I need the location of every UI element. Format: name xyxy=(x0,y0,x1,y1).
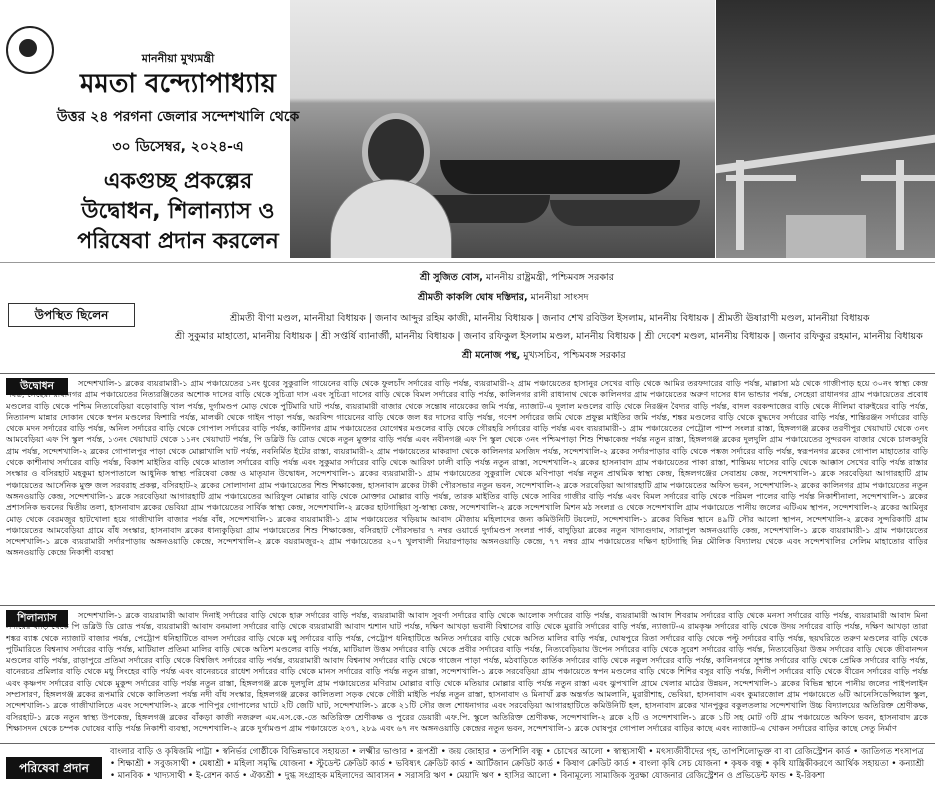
date-line: ৩০ ডিসেম্বর, ২০২৪-এ xyxy=(112,139,244,155)
guest-line-5 xyxy=(462,349,626,364)
bridge-photo xyxy=(716,0,935,258)
guest-name: শ্রীমতী কাকলি ঘোষ দস্তিদার, xyxy=(418,292,528,303)
guest-line-2 xyxy=(418,291,588,306)
headline-line-2: উদ্বোধন, শিলান্যাস ও xyxy=(81,199,275,224)
title-block xyxy=(28,50,328,257)
headline-line-3: পরিষেবা প্রদান করলেন xyxy=(77,229,279,254)
inauguration-text-block xyxy=(6,378,928,600)
guest-role: মাননীয় রাষ্ট্রমন্ত্রী, পশ্চিমবঙ্গ সরকার xyxy=(482,272,615,283)
guests-section xyxy=(0,262,935,371)
river-photo xyxy=(290,0,715,258)
foundation-section xyxy=(0,605,935,742)
inauguration-section xyxy=(0,373,935,602)
guest-line-3: শ্রীমতী বীণা মণ্ডল, মাননীয়া বিধায়ক | জনাব আব্দুর রহিম কাজী, মাননীয় বিধায়ক | জনাব শেখ রবিউল ইসলাম, মাননীয় বিধায়ক | শ্রীমতী ঊষারাণী মণ্ডল, মাননীয়া বিধায়ক xyxy=(230,313,870,324)
present-label: উপস্থিত ছিলেন xyxy=(8,303,135,327)
chief-minister-portrait xyxy=(330,95,450,258)
inauguration-label: উদ্বোধন xyxy=(6,378,68,395)
service-text: বাংলার বাড়ি ও কৃষিজমি পাট্টা • স্বনির্ভর গোষ্ঠীকে বিভিন্নভাবে সহায়তা • লক্ষ্মীর ভাণ্ডার • রূপশ্রী • জয় জোহার • তপশিলি বন্ধু • চোখের আলো • স্বাস্থ্যসাথী • মৎস্যজীবীদের গৃহ, তাপশিলোভুক্ত বা বা রেজিস্ট্রেশন কার্ড • জাতিগত শংসাপত্র • শিক্ষাশ্রী • সবুজসাথী • মেধাশ্রী • মহিলা সমৃদ্ধি যোজনা • স্টুডেন্ট ক্রেডিট কার্ড • ভবিষ্যৎ ক্রেডিট কার্ড • আর্টিজান ক্রেডিট কার্ড • কিষাণ ক্রেডিট কার্ড • বাংলা কৃষি সেচ যোজনা • কৃষক বন্ধু • কৃষি যান্ত্রিকীকরণে আর্থিক সহায়তা • কন্যাশ্রী • মানবিক • খাদ্যসাথী • ই-রেশন কার্ড • ঐক্যশ্রী • দুগ্ধ সংগ্রাহক মহিলাদের আবাসন • সরাসরি ঋণ • মেয়াদি ঋণ • হাসির আলো • বিনামূল্যে সামাজিক সুরক্ষা যোজনার রেজিস্ট্রেশন ও প্রভিডেন্ট ফান্ড • ই-রিকশা xyxy=(110,747,925,782)
guest-name: শ্রী মনোজ পন্থ, xyxy=(462,350,521,361)
boat-shape xyxy=(440,160,680,194)
place-line: উত্তর ২৪ পরগনা জেলার সন্দেশখালি থেকে xyxy=(56,109,300,125)
inauguration-text: সন্দেশখালি-১ ব্লকের ব্যয়রামারী-১ গ্রাম পঞ্চায়েতের ১নং ধুবের সুকুরালি গায়েনের বাড়ি থেকে ফুলচাঁদ সর্দারের বাড়ি পর্যন্ত, ব্যয়রামারী-২ গ্রাম পঞ্চায়েতের হাসানুর সেখের বাড়ি থেকে আমির তরফদারের বাড়ি পর্যন্ত, মাল্লাসা মঠ থেকে গাজীপাড় হয়ে ৩০নং স্বাস্থ্য কেন্দ্র পর্যন্ত, সেহেরা রাধানগর গ্রাম পঞ্চায়েতের নিত্যরঞ্জিতের অশোক দাসের বাড়ি থেকে সুচিত্রা দাস এবং সুচিত্রা দাসের বাড়ি থেকে বিমল সর্দারের বাড়ি পর্যন্ত, কালিনগর রানী রাধানাথ থেকে কালিনগর গ্রাম পঞ্চায়েতের অরুণ দাসের ধান ভান্ডার পর্যন্ত, সেহেরা রাধানগর গ্রাম পঞ্চায়েতের প্রবোধ মণ্ডলের বাড়ি থেকে পশ্চিম নিত্যবেড়িয়া বড়োবাড়ি খাল পর্যন্ত, দুর্গামণ্ডপ মোড় থেকে পুটিমারি ঘাট পর্যন্ত, ব্যয়রামারী বাজার থেকে সন্তোষ নায়েকের জমি পর্যন্ত, ন্যাজাট-এ দুলাল মণ্ডলের বাড়ি থেকে নিরঞ্জন বৈদ্যর বাড়ি পর্যন্ত, বাদল বরকন্দাজের বাড়ি থেকে নীলিমা বারুইয়ের বাড়ি পর্যন্ত, নিত্যানন্দ মান্নার দোকান থেকে স্বপন মণ্ডলের ফিশারি পর্যন্ত, মালঞ্চী থেকে গাইন পাড়া পর্যন্ত, অরবিন্দ গায়েনের বাড়ি থেকে জল ধর দাসের বাড়ি পর্যন্ত, গণেশ সর্দারের জমি থেকে প্রফুল্ল মাইতির জমি পর্যন্ত, শঙ্কর মণ্ডলের বাড়ি থেকে বুদ্ধদেব সর্দারের বাড়ি পর্যন্ত, শান্তিরঞ্জন সর্দারের বাড়ি থেকে মদন সর্দারের বাড়ি পর্যন্ত, অনিল সর্দারের বাড়ি থেকে গোপাল সর্দারের বাড়ি পর্যন্ত, কাটিনগর গ্রাম পঞ্চায়েতের যোগেশ্বর মণ্ডলের বাড়ি থেকে গৌরহরি সর্দারের বাড়ি পর্যন্ত এবং ব্যয়রামারী-১ গ্রাম পঞ্চায়েতের পেট্রোল পাম্প সংলগ্ন রাস্তা, হিঙ্গলগঞ্জ ব্লকের তরণীপুর খেয়াঘাট থেকে ৩নং আমবেড়িয়া এফ পি স্কুল পর্যন্ত, ১৩নং খেয়াঘাট থেকে ১১নং খেয়াঘাট পর্যন্ত, পি ডব্লিউ ডি রোড থেকে নতুন মুক্তার বাড়ি পর্যন্ত এবং নবীনগঞ্জ এফ পি স্কুল থেকে ৩নং পশ্চিমপাড়া শিশু শিক্ষাকেন্দ্র পর্যন্ত নতুন রাস্তা, হিঙ্গলগঞ্জ ব্লকের দুলদুলি গ্রাম পঞ্চায়েতের সুন্দরবন বাজার থেকে চালকদুরি গ্রাম পর্যন্ত, সন্দেশখালি-২ ব্লকের গোপালপুর পাড়া থেকে মোল্লাখালি ঘাট পর্যন্ত, নবনির্মিত ইটের রাস্তা, ব্যয়রামারী-২ গ্রাম পঞ্চায়েতের মাকরাদা থেকে কালিনগর মসজিদ পর্যন্ত, সন্দেশখালি-২ ব্লকের সর্দারপাড়ার বাড়ি থেকে পঙ্কজ সর্দারের বাড়ি পর্যন্ত, স্বরূপনগর ব্লকের গোপাল মাহাতোর বাড়ি থেকে কাশীনাথ সর্দারের বাড়ি পর্যন্ত, বিকাশ মাইতির বাড়ি থেকে মাতাল সর্দারের বাড়ি পর্যন্ত এবং সুকুমার সর্দারের বাড়ি থেকে আরিফা ঢালী বাড়ি পর্যন্ত নতুন রাস্তা, সন্দেশখালি-২ ব্লকের হাসনাবাদ গ্রাম পঞ্চায়েতের পাকা রাস্তা, শান্তিময় দাসের বাড়ি থেকে আক্কাস সেখের বাড়ি পর্যন্ত রাস্তার সংস্কার ও বসিরহাট মহকুমা হাসপাতালে আধুনিক স্বাস্থ্য পরিষেবা কেন্দ্র ও মাতৃযান উদ্বোধন, সন্দেশখালি-১ ব্লকের ব্যয়রামারী-১ গ্রাম পঞ্চায়েতের সুকুরালি থেকে মণিপাড়া পর্যন্ত নতুন প্রাথমিক স্বাস্থ্য কেন্দ্র, হিঙ্গলগঞ্জের সেবাশ্রয় কেন্দ্র, সন্দেশখালি-১ ব্লকে সরবেড়িয়া আগারহাটি গ্রাম পঞ্চায়েতের আর্সেনিক মুক্ত জল সরবরাহ প্রকল্প, বসিরহাট-২ ব্লকের সোলাদানা গ্রাম পঞ্চায়েতের শিশু শিক্ষাকেন্দ্র, হাসনাবাদ ব্লকের টাকী পৌরসভার নতুন ভবন, সন্দেশখালি-২ ব্লকে সরবেড়িয়া আগারহাটি গ্রাম পঞ্চায়েতের অফিস ভবন, সন্দেশখালি-২ ব্লকের কালিনগর গ্রাম পঞ্চায়েতের নতুন অঙ্গনওয়াড়ি কেন্দ্র, সন্দেশখালি-১ ব্লকে সরবেড়িয়া আগারহাটি গ্রাম পঞ্চায়েতের আরিফুল মোল্লার বাড়ি থেকে মোক্তার মোল্লার বাড়ি পর্যন্ত, তারক মাইতির বাড়ি থেকে সাবির গাজীর বাড়ি পর্যন্ত এবং বিমল সর্দারের বাড়ি থেকে পরিমল পালের বাড়ি পর্যন্ত নিকাশীনালা, সন্দেশখালি-১ ব্লকের প্রশাসনিক ভবনের দ্বিতীয় তলা, হাসনাবাদ ব্লকের ভেবিয়া গ্রাম পঞ্চায়েতের সার্বিক স্বাস্থ্য কেন্দ্র, সন্দেশখালি-২ ব্লকের হাটগাছিয়া সু-স্বাস্থ্য কেন্দ্র, সন্দেশখালি-২ ব্লকে সন্দেশখালি মিশন মঠ সংলগ্ন ও থেকে সন্দেশখালি গ্রাম পঞ্চায়েতে পানীয় জলের এটিএম স্থাপন, সন্দেশখালি-২ ব্লকের আমিনুর মোড় থেকে বেরমজুর হাটখোলা হয়ে গাজীখালি বাজার পর্যন্ত বাঁধ, সন্দেশখালি-১ ব্লকের ব্যয়রামারী-১ গ্রাম পঞ্চায়েতের খড়িয়াম আবাদ মৌজায় মহিলাদের জন্য কমিউনিটি টয়লেট, সন্দেশখালি-১ ব্লকের বিভিন্ন স্থানে ৪৯টি সৌর আলো স্থাপন, সন্দেশখালি-২ ব্লকের সুন্দরিকাটি গ্রাম পঞ্চায়েতের আমবেড়িয়া গ্রামে বাঁধ সংস্কার, হাসনাবাদ ব্লকের ধান্যকুড়িয়া গ্রাম পঞ্চায়েতের শিশু শিক্ষাকেন্দ্র, বসিরহাট পৌরসভার ৭ নম্বর ওয়ার্ডে দুর্গামণ্ডপ সংলগ্ন পার্ক, বাদুড়িয়া ব্লকের নতুন খাদ্যগুদাম, সারাপুল অঙ্গনওয়াড়ি কেন্দ্র, সন্দেশখালি-১ ব্লকে ব্যয়রামারী-১ গ্রাম পঞ্চায়েতের সন্দেশখালি-১ ব্লকে ব্যয়রামারী সর্দারপাড়ায় অঙ্গনওয়াড়ি কেন্দ্রে, সন্দেশখালি-২ ব্লকে বয়রামজুর-২ গ্রাম পঞ্চায়েতের ২০৭ খুলখালী নিয়ারপাড়ায় অঙ্গনওয়াড়ি কেন্দ্রে, ৭৭ নম্বর গ্রাম পঞ্চায়েতের দক্ষিণ হাটগাছি নিম্ন মৌলিক বিদ্যালয় থেকে এবং সন্দেশখালির সেলিম মাহাতোর বাড়ির অঙ্গনওয়াড়ি কেন্দ্রে নিকাশী ব্যবস্থা xyxy=(6,378,928,558)
cm-name: মমতা বন্দ্যোপাধ্যায় xyxy=(80,69,276,99)
guest-role: মুখ্যসচিব, পশ্চিমবঙ্গ সরকার xyxy=(520,350,626,361)
banner xyxy=(0,0,935,260)
foundation-text-block xyxy=(6,610,928,740)
guest-role: মাননীয়া সাংসদ xyxy=(527,292,589,303)
guest-line-4: শ্রী সুকুমার মাহাতো, মাননীয় বিধায়ক | শ্রী সপ্তর্ষি ব্যানার্জী, মাননীয় বিধায়ক | জনাব রফিকুল ইসলাম মণ্ডল, মাননীয় বিধায়ক | শ্রী দেবেশ মণ্ডল, মাননীয় বিধায়ক | জনাব রফিকুর রহমান, মাননীয় বিধায়ক xyxy=(175,331,923,342)
guest-line-1 xyxy=(420,271,614,286)
foundation-text: সন্দেশখালি-১ ব্লকে ব্যয়রামারী আবাদ দিনাই সর্দারের বাড়ি থেকে হারু সর্দারের বাড়ি পর্যন্ত, ব্যয়রামারী আবাদ সুবর্ণা সর্দারের বাড়ি থেকে আলোক সর্দারের বাড়ি পর্যন্ত, ব্যয়রামারী আবাদ শিবরাম সর্দারের বাড়ি থেকে মনসা সর্দারের বাড়ি পর্যন্ত, ব্যয়রামারী আবাদ মিনা সর্দারের বাড়ি থেকে পি ডব্লিউ ডি রোড পর্যন্ত, ব্যয়রামারী আবাদ বনমালা সর্দারের বাড়ি থেকে ব্যয়রামারী আবাদ শ্মশান ঘাট পর্যন্ত, দক্ষিণ আখড়া ভবানী বিশ্বাসের বাড়ি থেকে মুরারি সর্দারের বাড়ি পর্যন্ত, ন্যাজাট-এ রামকৃষ্ণ সর্দারের বাড়ি থেকে উদয় সর্দারের বাড়ি পর্যন্ত, দক্ষিণ আখড়া তারা শঙ্কর ব্যাঙ্ক থেকে ন্যাজাট বাজার পর্যন্ত, পেট্রোপ ধনিহাটিতে বাদল সর্দারের বাড়ি থেকে মধু সর্দারের বাড়ি পর্যন্ত, পেট্রোপ ধনিহাটিতে অনিত সর্দারের বাড়ি থেকে অসিত মালির বাড়ি পর্যন্ত, ঘোষপুরে রিতা সর্দারের বাড়ি থেকে পল্টু সর্দারের বাড়ি পর্যন্ত, ছয়ঘরিতে তরুণ মণ্ডলের বাড়ি থেকে পুটিমারিতে বিশ্বনাথ সর্দারের বাড়ি পর্যন্ত, মাটিয়াল প্রতিমা মালির বাড়ি থেকে অতিশ মণ্ডলের বাড়ি পর্যন্ত, মাটিয়াল উত্তম সর্দারের বাড়ি থেকে প্রবীর সর্দারের বাড়ি পর্যন্ত, নিত্যবেড়িয়ায় উপেন সর্দারের বাড়ি থেকে সুরেশ সর্দারের বাড়ি পর্যন্ত, নিত্যবেড়িয়া উত্তম সর্দারের বাড়ি থেকে জীবানন্দন মণ্ডলের বাড়ি পর্যন্ত, রাড়াপুরে প্রতিমা সর্দারের বাড়ি থেকে বিশ্বজিৎ সর্দারের বাড়ি পর্যন্ত, ব্যয়রামারী আবাদ বিশ্বনাথ সর্দারের বাড়ি থেকে গাজেন পাড়া পর্যন্ত, মঠবাড়িতে কার্তিক সর্দারের বাড়ি থেকে নকুল সর্দারের বাড়ি পর্যন্ত, কালিনগরে সুশান্ত সর্দারের বাড়ি থেকে প্রেমিক সর্দারের বাড়ি পর্যন্ত, বানেরচর প্রমিলার বাড়ি থেকে মধু সিংহের বাড়ি পর্যন্ত এবং বানেরচরে রাধেশ সর্দারের বাড়ি থেকে মানস সর্দারের বাড়ি পর্যন্ত নতুন রাস্তা, সন্দেশখালি-১ ব্লকে সরবেড়িয়া গ্রাম পঞ্চায়েতে স্বপন মণ্ডলের বাড়ি থেকে শিশির বসুর বাড়ি পর্যন্ত, দিলীপ সর্দারের বাড়ি থেকে বীরেন সর্দারের বাড়ি পর্যন্ত এবং কৃষ্ণপদ সর্দারের বাড়ি থেকে মুকুন্দ সর্দারের বাড়ি পর্যন্ত নতুন রাস্তা, হিঙ্গলগঞ্জ ব্লকে দুলদুলি গ্রাম পঞ্চায়েতের মণিরাম মোল্লার বাড়ি থেকে মতিয়ার মোল্লার বাড়ি পর্যন্ত নতুন রাস্তা এবং ঝুপখালি গ্রামে খেলার মাঠের উন্নয়ন, সন্দেশখালি-১ ব্লকের বিভিন্ন স্থানে পানীয় জলের পাইপলাইন সম্প্রসারণ, হিঙ্গলগঞ্জ ব্লকের রূপমারি থেকে কালিতলা পর্যন্ত নদী বাঁধ সংস্কার, হিঙ্গলগঞ্জ ব্লকের কালিতলা সড়ক থেকে গৌরী মাইতি পর্যন্ত নতুন রাস্তা, হাসনাবাদ ও মিনাখাঁ ব্লক অন্তর্গত আমলানি, মুরারীশাহ, ভেবিয়া, হাসনাবাদ এবং কুমারজোল গ্রাম পঞ্চায়েতে ৬টি আনেসিডেন্সিয়াল স্কুল, সন্দেশখালি-১ ব্লকে গাজীখালিতে এবং সন্দেশখালি-২ ব্লকে পাণিপুর গোপালের ঘাটে ২টি জেটি ঘাট, সন্দেশখালি-১ ব্লকে ২১টি সৌর জল শোধনাগার এবং সরবেড়িয়া আগারহাটিতে কমিউনিটি হল, হাসনাবাদ ব্লকের খানপুকুর বকুলতলায় সন্দেশখালি উচ্চ বিদ্যালয়ের অতিরিক্ত শ্রেণীকক্ষ, বসিরহাট-১ ব্লকে নতুন স্বাস্থ্য উপকেন্দ্র, হিঙ্গলগঞ্জ ব্লকের বাঁকড়া কাজী নজরুল এম.এস.কে.-তে অতিরিক্ত শ্রেণীকক্ষ ও পুরের ডেয়ারী এফ.পি. স্কুলে অতিরিক্ত শ্রেণীকক্ষ, সন্দেশখালি-২ ব্লকে ২টি ও সন্দেশখালি-১ ব্লকে ১টি সহ মোট ৩টি গ্রাম পঞ্চায়েতে অফিস ভবন, হাসনাবাদ ব্লকে শিক্ষাসদন থেকে চম্পক ঘোষের বাড়ি পর্যন্ত নিকাশী ব্যবস্থা, সন্দেশখালি-২ ব্লকে দুর্গামণ্ডপ গ্রাম পঞ্চায়েতে ২৩৭, ২৮৯ এবং ৬৭ নং অঙ্গনওয়াড়ি কেন্দ্রের নতুন ভবন, সন্দেশখালি-১ ব্লকে ঘোষপুর গোপাল সর্দারের বাড়ির কাছে এবং ন্যাজাট-এ খোকন সর্দারের বাড়ির কাছে সেতু নির্মাণ xyxy=(6,610,928,733)
foundation-label: শিলান্যাস xyxy=(6,610,68,627)
service-section xyxy=(0,743,935,794)
cm-designation: মাননীয়া মুখ্যমন্ত্রী xyxy=(141,52,215,65)
boat-shape xyxy=(550,200,700,226)
service-label: পরিষেবা প্রদান xyxy=(6,757,102,779)
headline-line-1: একগুচ্ছ প্রকল্পের xyxy=(103,169,253,194)
guest-name: শ্রী সুজিত বোস, xyxy=(420,272,483,283)
